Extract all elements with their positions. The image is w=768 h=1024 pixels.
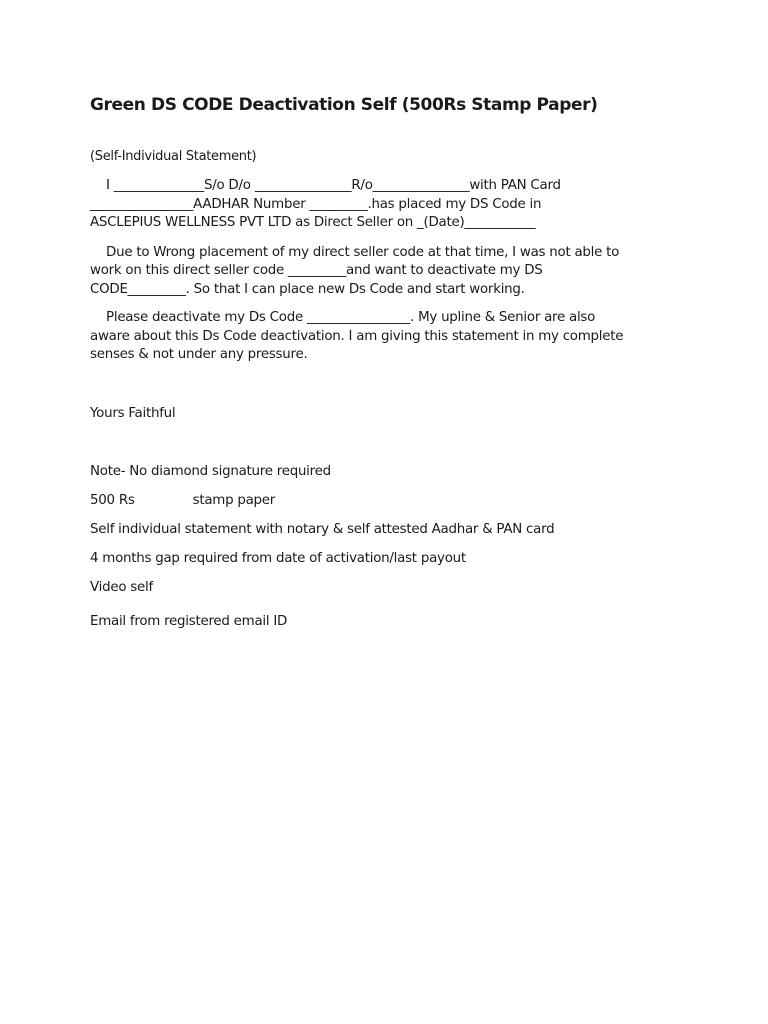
declaration-line-1: I ______________S/o D/o _______________R/o_______________with PAN Card (90, 178, 561, 193)
reason-line-2: work on this direct seller code _________and want to deactivate my DS (90, 263, 543, 278)
declaration-line-3: ASCLEPIUS WELLNESS PVT LTD as Direct Seller on _(Date)___________ (90, 215, 536, 230)
note-stamp (90, 492, 650, 510)
note-gap-requirement: 4 months gap required from date of activation/last payout (90, 550, 466, 566)
request-line-2: aware about this Ds Code deactivation. I am giving this statement in my complete (90, 328, 624, 344)
request-line-1: Please deactivate my Ds Code ________________. My upline & Senior are also (90, 310, 596, 325)
document-title: Green DS CODE Deactivation Self (500Rs Stamp Paper) (90, 95, 598, 115)
document-subtitle: (Self-Individual Statement) (90, 149, 257, 164)
request-line-3: senses & not under any pressure. (90, 347, 308, 362)
note-stamp-amount: 500 Rs (90, 492, 135, 508)
request-paragraph (90, 309, 650, 365)
declaration-paragraph (90, 177, 650, 233)
note-stamp-label: stamp paper (192, 492, 276, 508)
document-body (90, 94, 650, 631)
declaration-line-2: ________________AADHAR Number _________.has placed my DS Code in (90, 196, 542, 212)
note-video: Video self (90, 579, 153, 595)
reason-line-3: CODE_________. So that I can place new Ds Code and start working. (90, 281, 525, 297)
notes-section (90, 463, 650, 631)
closing-salutation: Yours Faithful (90, 405, 176, 421)
reason-line-1: Due to Wrong placement of my direct seller code at that time, I was not able to (90, 244, 620, 260)
note-statement: Self individual statement with notary & self attested Aadhar & PAN card (90, 521, 555, 537)
note-email: Email from registered email ID (90, 613, 288, 629)
note-signature: Note- No diamond signature required (90, 463, 331, 479)
reason-paragraph (90, 244, 650, 300)
